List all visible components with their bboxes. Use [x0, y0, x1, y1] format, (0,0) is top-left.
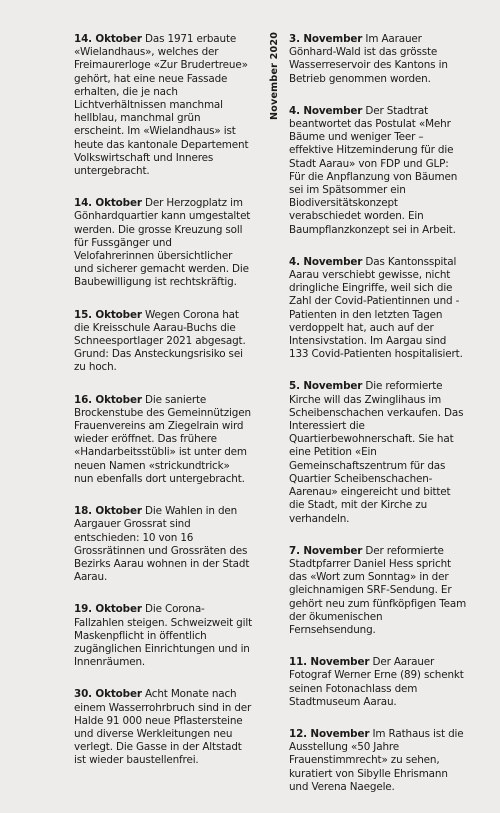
entry-date: 3. November — [289, 33, 363, 45]
month-label: November 2020 — [269, 31, 280, 120]
entry-date: 12. November — [289, 727, 370, 740]
chronicle-entry — [289, 256, 467, 362]
chronicle-entry — [289, 728, 467, 794]
entry-date: 14. Oktober — [74, 197, 142, 210]
entry-text: Der Aarauer Fotograf Werner Erne (89) schenkt seinen Fotonachlass dem Stadtmuseum Aarau. — [289, 656, 464, 708]
entry-date: 14. Oktober — [74, 33, 142, 45]
entry-text: Die Corona-Fallzahlen steigen. Schweizweit gilt Maskenpflicht in öffentlich zugänglichen Einrichtungen und in Innenräumen. — [74, 603, 253, 669]
entry-text: Im Aarauer Gönhard-Wald ist das grösste Wasserreservoir des Kantons in Betrieb genommen worden. — [289, 33, 448, 85]
left-column — [74, 33, 252, 787]
entry-date: 15. Oktober — [74, 308, 142, 321]
entry-text: Das Kantonsspital Aarau verschiebt gewisse, nicht dringliche Eingriffe, weil sich die Zahl der Covid-Patientinnen und -Patienten in den letzten Tagen verdoppelt hat, auch auf der Intensivstation. Im Aargau sind 133 Covid-Patienten hospitalisiert. — [289, 255, 463, 361]
entry-text: Acht Monate nach einem Wasserrohrbruch sind in der Halde 91 000 neue Pflastersteine und diverse Werkleitungen neu verlegt. Die Gasse in der Altstadt ist wieder baustellenfrei. — [74, 688, 252, 767]
chronicle-entry — [289, 545, 467, 637]
entry-text: Der reformierte Stadtpfarrer Daniel Hess spricht das «Wort zum Sonntag» in der gleichnamigen SRF-Sendung. Er gehört neu zum fünfköpfigen Team der ökumenischen Fernsehsendung. — [289, 544, 467, 636]
entry-date: 11. November — [289, 656, 370, 669]
entry-date: 30. Oktober — [74, 688, 142, 701]
entry-text: Das 1971 erbaute «Wielandhaus», welches der Freimaurerloge «Zur Brudertreue» gehört, hat eine neue Fassade erhalten, die je nach Lichtverhältnissen manchmal hellblau, manchmal grün erscheint. Im «Wielandhaus» ist heute das kantonale Departement Volkswirtschaft und Inneres untergebracht. — [74, 33, 249, 178]
chronicle-entry — [289, 33, 467, 86]
chronicle-entry — [74, 197, 252, 289]
entry-date: 19. Oktober — [74, 603, 142, 616]
entry-date: 5. November — [289, 380, 363, 393]
entry-text: Der Herzogplatz im Gönhardquartier kann umgestaltet werden. Die grosse Kreuzung soll für Fussgänger und Velofahrerinnen übersichtlicher und sicherer gemacht werden. Die Baubewilligung ist rechtskräftig. — [74, 197, 251, 289]
entry-text: Im Rathaus ist die Ausstellung «50 Jahre Frauenstimmrecht» zu sehen, kuratiert von Sibylle Ehrismann und Verena Naegele. — [289, 727, 464, 793]
chronicle-entry — [289, 105, 467, 237]
entry-text: Der Stadtrat beantwortet das Postulat «Mehr Bäume und weniger Teer – effektive Hitzeminderung für die Stadt Aarau» von FDP und GLP: Für die Anpflanzung von Bäumen sei im Spätsommer ein Biodiversitätskonzept verabschiedet worden. Ein Baumpflanzkonzept sei in Arbeit. — [289, 104, 458, 236]
chronicle-entry — [74, 33, 252, 178]
entry-date: 18. Oktober — [74, 505, 142, 518]
right-column — [289, 33, 467, 813]
entry-date: 4. November — [289, 255, 363, 268]
entry-text: Die reformierte Kirche will das Zwinglihaus im Scheibenschachen verkaufen. Das Interessiert die Quartierbewohnerschaft. Sie hat eine Petition «Ein Gemeinschaftszentrum für das Quartier Scheibenschachen-Aarenau» eingereicht und bittet die Stadt, mit der Kirche zu verhandeln. — [289, 380, 464, 525]
chronicle-entry — [289, 656, 467, 709]
chronicle-entry — [74, 603, 252, 669]
chronicle-entry — [74, 394, 252, 486]
entry-text: Wegen Corona hat die Kreisschule Aarau-Buchs die Schneesportlager 2021 abgesagt. Grund: Das Ansteckungsrisiko sei zu hoch. — [74, 308, 246, 374]
chronicle-entry — [74, 688, 252, 767]
chronicle-entry — [74, 309, 252, 375]
chronicle-entry — [289, 380, 467, 525]
chronicle-entry — [74, 505, 252, 584]
entry-date: 4. November — [289, 104, 363, 117]
entry-text: Die sanierte Brockenstube des Gemeinnützigen Frauenvereins am Ziegelrain wird wieder eröffnet. Das frühere «Handarbeitsstübli» ist unter dem neuen Namen «strickundtrick» nun ebenfalls dort untergebracht. — [74, 393, 251, 485]
entry-date: 16. Oktober — [74, 393, 142, 406]
entry-text: Die Wahlen in den Aargauer Grossrat sind entschieden: 10 von 16 Grossrätinnen und Grossräten des Bezirks Aarau wohnen in der Stadt Aarau. — [74, 505, 250, 584]
entry-date: 7. November — [289, 544, 363, 557]
